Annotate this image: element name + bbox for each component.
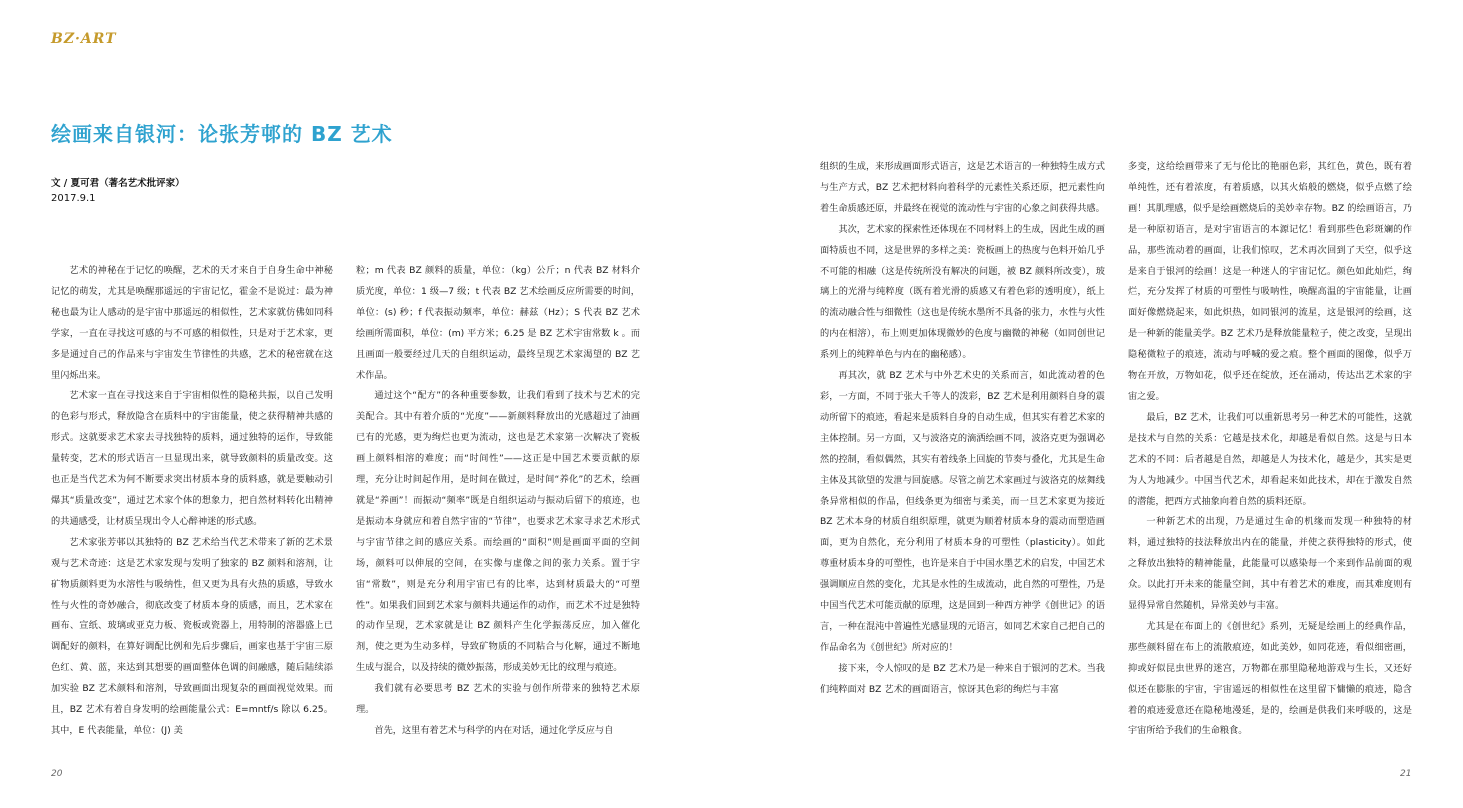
page-number-right: 21 <box>1400 769 1412 779</box>
paragraph: 通过这个“配方”的各种重要参数，让我们看到了技术与艺术的完美配合。其中有着介质的“光度”——新颜料释放出的光感超过了油画已有的光感，更为绚烂也更为流动，这也是艺术家第一次解决了瓷板画上颜料相溶的难度；而“时间性”——这正是中国艺术要贡献的原理，充分让时间起作用，是时间在做过，是时间“养化”的艺术，绘画就是“养画”！而振动“频率”既是自组织运动与振动后留下的痕迹，也是振动本身就应和着自然宇宙的“节律”，也要求艺术家寻求艺术形式与宇宙节律之间的感应关系。而绘画的“面积”则是画面平面的空间场，颜料可以伸展的空间，在实像与虚像之间的张力关系。置于宇宙“常数”，则是充分利用宇宙已有的比率，达到材质最大的“可塑性”。如果我们回到艺术家与颜料共通运作的动作，而艺术不过是独特的动作呈现，艺术家就是让 BZ 颜料产生化学振荡反应，加入催化剂，使之更为生动多样，导致矿物质的不同粘合与化解，通过不断地生成与混合，以及持续的微妙振荡，形成美妙无比的纹理与痕迹。 <box>356 390 640 674</box>
paragraph: 多变，这给绘画带来了无与伦比的艳丽色彩，其红色，黄色，既有着单纯性，还有着浓度，有着质感，以其火焰般的燃烧，似乎点燃了绘画！其肌理感，似乎是绘画燃烧后的美妙幸存物。BZ 的绘画语言，乃是一种原初语言，是对宇宙语言的本源记忆！看到那些色彩斑斓的作品，那些流动着的画面，让我们惊叹，艺术再次回到了天空，似乎这是来自于银河的绘画！这是一种迷人的宇宙记忆。颜色如此灿烂，绚烂，充分发挥了材质的可塑性与吸呐性，唤醒高温的宇宙能量，让画面好像燃烧起来，如此炽热，如同银河的流星，这是银河的绘画，这是一种新的能量美学。BZ 艺术乃是释放能量粒子，使之改变，呈现出隐秘微粒子的痕迹，流动与呼喊的爱之痕。整个画面的图像，似乎万物在开放，万物如花，似乎还在绽放，还在涌动，传达出艺术家的宇宙之爱。 <box>1128 161 1412 402</box>
paragraph: 尤其是在布面上的《创世纪》系列，无疑是绘画上的经典作品，那些颜料留在布上的流散痕迹，如此美妙，如同花迹，看似细密画，抑或好似昆虫世界的迷宫，万物都在那里隐秘地游戏与生长，又还好似还在膨胀的宇宙，宇宙遥远的相似性在这里留下慵懒的痕迹，隐含着的痕迹爱意还在隐秘地漫延，是的，绘画是供我们来呼吸的，这是宇宙所给予我们的生命粮食。 <box>1128 620 1412 737</box>
page-number-left: 20 <box>51 769 63 779</box>
paragraph: 最后，BZ 艺术，让我们可以重新思考另一种艺术的可能性，这就是技术与自然的关系：它越是技术化，却越是看似自然。这是与日本艺术的不同：后者越是自然，却越是人为技术化，越是少，其实是更为人为地减少。中国当代艺术，却看起来如此技术，却在于激发自然的潜能，把西方式抽象向着自然的质料还原。 <box>1128 411 1412 507</box>
paragraph: 首先，这里有着艺术与科学的内在对话，通过化学反应与自 <box>374 724 614 736</box>
paragraph: 艺术家张芳邨以其独特的 BZ 艺术给当代艺术带来了新的艺术景观与艺术奇迹：这是艺术家发现与发明了独家的 BZ 颜料和溶剂，让矿物质颜料更为水溶性与吸纳性，但又更为具有火热的质感，导致水性与火性的奇妙融合，彻底改变了材质本身的质感，而且，艺术家在画布、宣纸、玻璃或亚克力板、瓷板或瓷器上，用特制的溶器盛上已调配好的颜料，在算好调配比例和先后步骤后，画家也基于宇宙三原色红、黄、蓝，来达到其想要的画面整体色调的间融感，随后陆续添加实验 BZ 艺术颜料和溶剂，导致画面出现复杂的画面视觉效果。而且，BZ 艺术有着自身发明的绘画能量公式：E=mntf/s 除以 6.25。其中，E 代表能量，单位：(J) 美 <box>51 536 333 736</box>
article-byline: 文 / 夏可君（著名艺术批评家） <box>51 178 185 189</box>
text-column-2 <box>356 261 640 742</box>
text-column-3 <box>820 157 1105 701</box>
text-column-1 <box>51 261 333 742</box>
text-column-4 <box>1128 157 1412 742</box>
article-date: 2017.9.1 <box>51 193 96 204</box>
paragraph: 再其次，就 BZ 艺术与中外艺术史的关系而言，如此流动着的色彩，一方面，不同于张大千等人的泼彩，BZ 艺术是利用颜料自身的震动所留下的痕迹，看起来是质料自身的自动生成，但其实有着艺术家的主体控制。另一方面，又与波洛克的滴洒绘画不同，波洛克更为强调必然的控制，看似偶然，其实有着线条上回旋的节奏与叠化，尤其是生命主体及其欲望的发泄与回旋感。尽管之前艺术家画过与波洛克的炫舞线条异常相似的作品，但线条更为细密与柔美，而一旦艺术家更为接近 BZ 艺术本身的材质自组织原理，就更为顺着材质本身的震动而塑造画面，更为自然化，充分利用了材质本身的可塑性（plasticity）。如此尊重材质本身的可塑性，也许是来自于中国水墨艺术的启发，中国艺术强调顺应自然的变化，尤其是水性的生成流动，此自然的可塑性，乃是中国当代艺术可能贡献的原理，这是回到一种西方神学《创世记》的语言，一种在混沌中普遍性光感显现的元语言，如同艺术家自己把自己的作品命名为《创世纪》所对应的！ <box>820 370 1105 653</box>
paragraph: 其次，艺术家的探索性还体现在不同材料上的生成，因此生成的画面特质也不同，这是世界的多样之美：瓷板画上的热度与色料开始几乎不可能的相融（这是传统所没有解决的问题，被 BZ 颜料所改变），玻璃上的光滑与纯粹度（既有着光滑的质感又有着色彩的透明度），纸上的流动融合性与细微性（这也是传统水墨所不具备的张力，水性与火性的内在相溶），布上则更加体现微妙的色度与幽微的神秘（如同创世记系列上的纯粹单色与内在的幽秘感）。 <box>820 223 1105 361</box>
paragraph: 粒；m 代表 BZ 颜料的质量，单位：（kg）公斤；n 代表 BZ 材料介质光度，单位：1 级—7 级；t 代表 BZ 艺术绘画反应所需要的时间，单位：(s) 秒；f 代表振动频率，单位：赫兹（Hz）；S 代表 BZ 艺术绘画所需面积，单位：(m) 平方米；6.25 是 BZ 艺术宇宙常数 k 。而且画面一般要经过几天的自组织运动，最终呈现艺术家渴望的 BZ 艺术作品。 <box>356 265 640 381</box>
paragraph: 组织的生成，来形成画面形式语言，这是艺术语言的一种独特生成方式与生产方式，BZ 艺术把材料向着科学的元素性关系还原，把元素性向着生命质感还原，并最终在视觉的流动性与宇宙的心象之间获得共感。 <box>820 161 1105 214</box>
paragraph: 艺术的神秘在于记忆的唤醒，艺术的天才来自于自身生命中神秘记忆的萌发，尤其是唤醒那遥远的宇宙记忆，霍金不是说过：最为神秘也最为让人感动的是宇宙中那遥远的相似性，艺术家就仿佛如同科学家，一直在寻找这可感的与不可感的相似性，只是对于艺术家，更多是通过自己的作品来与宇宙发生节律性的共感，艺术的秘密就在这里闪烁出来。 <box>51 265 333 381</box>
paragraph: 艺术家一直在寻找这来自于宇宙相似性的隐秘共振，以自己发明的色彩与形式，释放隐含在质料中的宇宙能量，使之获得精神共感的形式。这就要求艺术家去寻找独特的质料，通过独特的运作，导致能量转变，艺术的形式语言一旦显现出来，就导致颜料的质量改变。这也正是当代艺术为何不断要求突出材质本身的质料感，就是要触动引爆其“质量改变”，通过艺术家个体的想象力，把自然材料转化出精神的共通感受，让材质呈现出令人心醉神迷的形式感。 <box>51 390 333 527</box>
paragraph: 接下来，令人惊叹的是 BZ 艺术乃是一种来自于银河的艺术。当我们纯粹面对 BZ 艺术的画面语言，惊讶其色彩的绚烂与丰富 <box>820 662 1105 695</box>
article-title: 绘画来自银河：论张芳邨的 BZ 艺术 <box>51 122 393 146</box>
paragraph: 一种新艺术的出现，乃是通过生命的机缘而发现一种独特的材料，通过独特的技法释放出内在的能量，并使之获得独特的形式，使之释放出独特的精神能量，此能量可以感染每一个来到作品前面的观众。以此打开未来的能量空间，其中有着艺术的难度，而其难度则有显得异常自然随机，异常美妙与丰富。 <box>1128 516 1412 612</box>
paragraph: 我们就有必要思考 BZ 艺术的实验与创作所带来的独特艺术原理。 <box>356 683 640 716</box>
brand-logo: BZ·ART <box>51 31 117 47</box>
